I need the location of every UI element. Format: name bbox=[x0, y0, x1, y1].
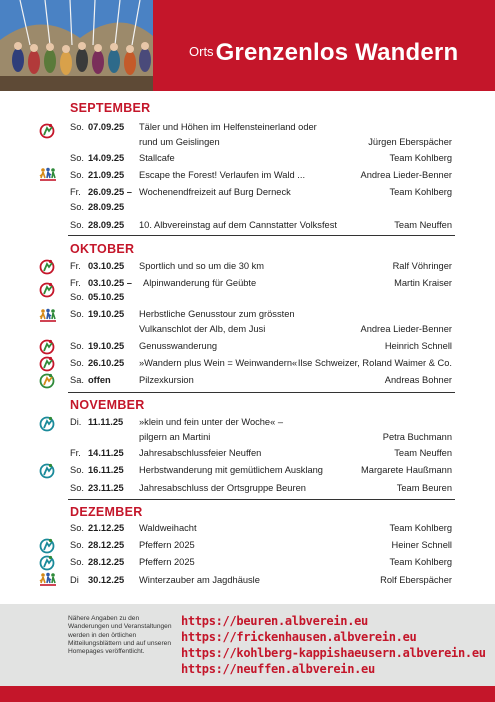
event-date-end: 05.10.25 bbox=[88, 292, 125, 302]
event-organizer: Team Neuffen bbox=[394, 220, 452, 230]
event-title: »Wandern plus Wein = Weinwandern« bbox=[139, 358, 298, 368]
event-date-end: 28.09.25 bbox=[88, 202, 125, 212]
event-organizer: Ilse Schweizer, Roland Waimer & Co. bbox=[297, 358, 452, 368]
hiking-group-icon bbox=[38, 166, 58, 184]
event-weekday: So. bbox=[70, 465, 84, 475]
event-title: 10. Albvereinstag auf dem Cannstatter Volksfest bbox=[139, 220, 337, 230]
page-title-main: Grenzenlos Wandern bbox=[215, 39, 459, 66]
event-weekday: So. bbox=[70, 483, 84, 493]
event-date: 21.09.25 bbox=[88, 170, 125, 180]
event-title: Genusswanderung bbox=[139, 341, 218, 351]
event-title: Pfeffern 2025 bbox=[139, 540, 195, 550]
event-date: 14.11.25 bbox=[88, 448, 124, 458]
event-date: 07.09.25 bbox=[88, 122, 125, 132]
event-date: 28.12.25 bbox=[88, 540, 125, 550]
event-organizer: Heinrich Schnell bbox=[384, 341, 452, 351]
event-title-line2: pilgern an Martini bbox=[139, 432, 211, 442]
event-title: Täler und Höhen im Helfensteinerland oder bbox=[139, 122, 317, 132]
event-date: 03.10.25 bbox=[88, 261, 125, 271]
footer bbox=[0, 604, 495, 686]
event-title: Escape the Forest! Verlaufen im Wald ... bbox=[139, 170, 306, 180]
event-organizer: Team Kohlberg bbox=[389, 187, 452, 197]
hiking-group-icon bbox=[38, 571, 58, 589]
event-date: 26.09.25 – bbox=[88, 187, 132, 197]
event-weekday: Fr. bbox=[70, 278, 81, 288]
month-heading-dezember: DEZEMBER bbox=[70, 505, 143, 519]
event-title: Sportlich und so um die 30 km bbox=[139, 261, 265, 271]
event-organizer: Andrea Lieder-Benner bbox=[360, 324, 452, 334]
event-date: 28.09.25 bbox=[88, 220, 125, 230]
event-organizer: Jürgen Eberspächer bbox=[368, 137, 452, 147]
event-title: Pfeffern 2025 bbox=[139, 557, 195, 567]
hiker-teal-icon bbox=[38, 537, 58, 555]
group-photo-image bbox=[0, 0, 153, 91]
event-title-line2: Vulkanschlot der Alb, dem Jusi bbox=[139, 324, 266, 334]
event-organizer: Team Kohlberg bbox=[389, 153, 452, 163]
link-frickenhausen[interactable]: https://frickenhausen.albverein.eu bbox=[181, 630, 417, 644]
event-weekday: Di bbox=[70, 575, 79, 585]
hiker-teal-icon bbox=[38, 462, 58, 480]
event-weekday: So. bbox=[70, 341, 84, 351]
event-title: Wochenendfreizeit auf Burg Derneck bbox=[139, 187, 291, 197]
page-header bbox=[0, 0, 495, 91]
event-organizer: Andrea Lieder-Benner bbox=[360, 170, 452, 180]
event-title: Alpinwanderung für Geübte bbox=[143, 278, 257, 288]
event-weekday-end: So. bbox=[70, 202, 84, 212]
event-date: 23.11.25 bbox=[88, 483, 124, 493]
section-divider bbox=[68, 392, 455, 393]
event-title: Herbstliche Genusstour zum grössten bbox=[139, 309, 295, 319]
title-banner bbox=[153, 0, 495, 91]
page-title-prefix: Orts bbox=[189, 44, 214, 59]
event-organizer: Petra Buchmann bbox=[382, 432, 452, 442]
bottom-bar bbox=[0, 686, 495, 702]
event-date: offen bbox=[88, 375, 111, 385]
event-date: 21.12.25 bbox=[88, 523, 125, 533]
event-weekday: So. bbox=[70, 170, 84, 180]
event-organizer: Team Kohlberg bbox=[389, 557, 452, 567]
event-date: 26.10.25 bbox=[88, 358, 125, 368]
hiker-red-icon bbox=[38, 355, 58, 373]
event-weekday: So. bbox=[70, 523, 84, 533]
event-organizer: Team Beuren bbox=[396, 483, 452, 493]
event-date: 19.10.25 bbox=[88, 309, 125, 319]
event-organizer: Margarete Haußmann bbox=[361, 465, 452, 475]
event-title: Waldweihacht bbox=[139, 523, 197, 533]
event-title: Jahresabschluss der Ortsgruppe Beuren bbox=[139, 483, 306, 493]
event-weekday: Fr. bbox=[70, 448, 81, 458]
hiker-red-icon bbox=[38, 338, 58, 356]
footer-note: Nähere Angaben zu den Wanderungen und Veranstaltungen werden in den örtlichen Mitteilungsblättern und auf unseren Homepages veröffentlicht. bbox=[68, 615, 172, 656]
event-date: 28.12.25 bbox=[88, 557, 125, 567]
hiker-red-icon bbox=[38, 122, 58, 140]
event-title: Winterzauber am Jagdhäusle bbox=[139, 575, 260, 585]
section-divider bbox=[68, 235, 455, 236]
event-title: Pilzexkursion bbox=[139, 375, 194, 385]
event-title-line2: rund um Geislingen bbox=[139, 137, 220, 147]
section-divider bbox=[68, 499, 455, 500]
event-weekday: Di. bbox=[70, 417, 82, 427]
event-organizer: Team Neuffen bbox=[394, 448, 452, 458]
event-date: 14.09.25 bbox=[88, 153, 125, 163]
hiking-group-icon bbox=[38, 307, 58, 325]
hiker-red-icon bbox=[38, 281, 58, 299]
month-heading-september: SEPTEMBER bbox=[70, 101, 151, 115]
event-weekday: So. bbox=[70, 122, 84, 132]
event-weekday: Fr. bbox=[70, 187, 81, 197]
event-organizer: Rolf Eberspächer bbox=[380, 575, 452, 585]
event-organizer: Team Kohlberg bbox=[389, 523, 452, 533]
event-date: 30.12.25 bbox=[88, 575, 125, 585]
event-title: Herbstwanderung mit gemütlichem Ausklang bbox=[139, 465, 323, 475]
link-kohlberg-kappishaeusern[interactable]: https://kohlberg-kappishaeusern.albverein.eu bbox=[181, 646, 486, 660]
event-date: 11.11.25 bbox=[88, 417, 124, 427]
event-weekday: Fr. bbox=[70, 261, 81, 271]
month-heading-oktober: OKTOBER bbox=[70, 242, 135, 256]
event-weekday: Sa. bbox=[70, 375, 84, 385]
hiker-teal-icon bbox=[38, 415, 58, 433]
event-date: 03.10.25 – bbox=[88, 278, 132, 288]
event-weekday: So. bbox=[70, 540, 84, 550]
event-title: Jahresabschlussfeier Neuffen bbox=[139, 448, 262, 458]
event-weekday: So. bbox=[70, 309, 84, 319]
event-weekday: So. bbox=[70, 358, 84, 368]
event-organizer: Ralf Vöhringer bbox=[392, 261, 452, 271]
page-title bbox=[189, 39, 458, 67]
event-organizer: Andreas Bohner bbox=[384, 375, 452, 385]
event-title: Stallcafe bbox=[139, 153, 175, 163]
event-organizer: Heiner Schnell bbox=[391, 540, 452, 550]
hiker-green-icon bbox=[38, 372, 58, 390]
event-weekday: So. bbox=[70, 220, 84, 230]
month-heading-november: NOVEMBER bbox=[70, 398, 145, 412]
link-beuren[interactable]: https://beuren.albverein.eu bbox=[181, 614, 368, 628]
event-date: 16.11.25 bbox=[88, 465, 124, 475]
event-weekday-end: So. bbox=[70, 292, 84, 302]
event-date: 19.10.25 bbox=[88, 341, 125, 351]
hiker-teal-icon bbox=[38, 554, 58, 572]
event-weekday: So. bbox=[70, 153, 84, 163]
event-weekday: So. bbox=[70, 557, 84, 567]
event-organizer: Martin Kraiser bbox=[394, 278, 452, 288]
header-photo bbox=[0, 0, 153, 91]
hiker-red-icon bbox=[38, 258, 58, 276]
link-neuffen[interactable]: https://neuffen.albverein.eu bbox=[181, 662, 375, 676]
event-title: »klein und fein unter der Woche« – bbox=[139, 417, 284, 427]
